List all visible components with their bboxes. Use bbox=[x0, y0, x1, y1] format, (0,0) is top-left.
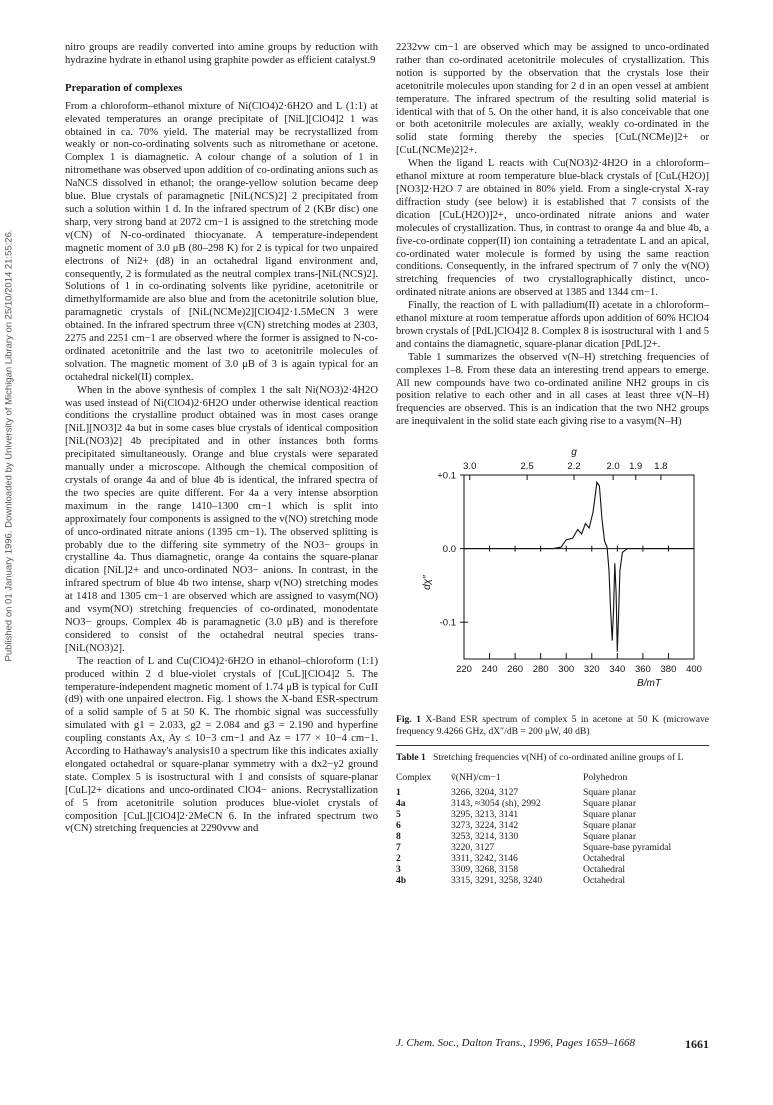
left-column bbox=[65, 42, 378, 836]
table-row bbox=[396, 875, 709, 886]
g-tick-label: 1.9 bbox=[629, 461, 643, 473]
table-cell-complex: 4b bbox=[396, 874, 407, 886]
x-tick-label: 340 bbox=[609, 664, 626, 676]
g-tick-label: 1.8 bbox=[654, 461, 668, 473]
table-cell-polyhedron: Octahedral bbox=[583, 852, 626, 864]
table-row bbox=[396, 798, 709, 809]
table-cell-complex: 8 bbox=[396, 830, 401, 842]
y-tick-label: -0.1 bbox=[439, 617, 456, 629]
table-cell-polyhedron: Square-base pyramidal bbox=[583, 841, 672, 853]
table-cell-complex: 1 bbox=[396, 786, 401, 798]
intro-paragraph: nitro groups are readily converted into amine groups by reduction with hydrazine hydrate in ethanol using graphite powder as efficient catalyst.9 bbox=[65, 42, 378, 66]
table-cell-frequency: 3266, 3204, 3127 bbox=[451, 786, 519, 798]
g-tick-label: 2.5 bbox=[520, 461, 534, 473]
g-tick-label: 2.0 bbox=[606, 461, 620, 473]
table-cell-complex: 7 bbox=[396, 841, 401, 853]
table-cell-complex: 6 bbox=[396, 819, 401, 831]
table-caption bbox=[396, 752, 709, 764]
x-tick-label: 380 bbox=[660, 664, 677, 676]
figure-caption bbox=[396, 714, 709, 737]
table-row bbox=[396, 853, 709, 864]
g-axis-label: g bbox=[571, 447, 577, 459]
section-heading: Preparation of complexes bbox=[65, 81, 183, 94]
table-header-polyhedron: Polyhedron bbox=[583, 771, 628, 783]
table-header-frequency: ṽ(NH)/cm−1 bbox=[451, 771, 501, 783]
x-tick-label: 360 bbox=[634, 664, 651, 676]
table-row bbox=[396, 831, 709, 842]
table-cell-complex: 3 bbox=[396, 863, 401, 875]
x-tick-label: 240 bbox=[481, 664, 498, 676]
table-cell-polyhedron: Square planar bbox=[583, 797, 637, 809]
table-cell-polyhedron: Octahedral bbox=[583, 874, 626, 886]
table-cell-frequency: 3273, 3224, 3142 bbox=[451, 819, 519, 831]
table-cell-frequency: 3311, 3242, 3146 bbox=[451, 852, 518, 864]
paragraph-acetonitrile: 2232vw cm−1 are observed which may be assigned to unco-ordinated rather than co-ordinated acetonitrile molecules of crystallization. This notion is supported by the observation that the crystals lose their acetonitrile molecules upon standing for 2 d in an open vessel at ambient temperature. The infrared spectrum of the resulting solid material is identical with that of 5. On the other hand, it is also conceivable that one or both acetonitrile molecules are axially, weakly co-ordinated in the solid state forming thereby the species [CuL(NCMe)]2+ or [CuL(NCMe)2]2+. bbox=[396, 42, 709, 157]
plot-frame bbox=[464, 475, 694, 659]
x-tick-label: 320 bbox=[583, 664, 600, 676]
y-tick-label: +0.1 bbox=[437, 470, 456, 482]
x-tick-label: 400 bbox=[686, 664, 702, 676]
table-cell-complex: 2 bbox=[396, 852, 401, 864]
table-row bbox=[396, 809, 709, 820]
table-cell-frequency: 3253, 3214, 3130 bbox=[451, 830, 519, 842]
table-row bbox=[396, 842, 709, 853]
table-cell-complex: 5 bbox=[396, 808, 401, 820]
table-caption-text: Stretching frequencies v(NH) of co-ordinated aniline groups of L bbox=[432, 752, 684, 764]
x-tick-label: 260 bbox=[507, 664, 524, 676]
y-tick-label: 0.0 bbox=[442, 544, 456, 556]
paragraph-copper-perchlorate: The reaction of L and Cu(ClO4)2·6H2O in ethanol–chloroform (1:1) produced within 2 d blue-violet crystals of [CuL][ClO4]2 5. The temperature-independent magnetic moment of 1.74 μB is typical for CuII (d9) with one unpaired electron. Fig. 1 shows the X-band ESR-spectrum of a solid sample of 5 at 50 K. The rhombic signal was successfully simulated with g1 = 2.033, g2 = 2.084 and g3 = 2.190 and hyperfine coupling constants Ax, Ay ≤ 10−3 cm−1 and Az = 177 × 10−4 cm−1. According to Hathaway's analysis10 a spectrum like this indicates axially elongated octahedral or square-planar symmetry with a dx2−y2 ground state. Complex 5 is isostructural with 1 and consists of square-planar [CuL]2+ dications and unco-ordinated ClO4− anions. Recrystallization of 5 from acetonitrile solution produces blue-violet crystals of composition [CuL][ClO4]2·2MeCN 6. In the infrared spectrum two v(CN) stretching frequencies at 2290vvw and bbox=[65, 655, 378, 835]
table-cell-frequency: 3315, 3291, 3258, 3240 bbox=[451, 874, 543, 886]
paragraph-copper-nitrate: When the ligand L reacts with Cu(NO3)2·4H2O in a chloroform–ethanol mixture at room temperature blue-black crystals of [CuL(H2O)][NO3]2·H2O 7 are obtained in 80% yield. From a single-crystal X-ray diffraction study (see below) it is established that 7 consists of the dication [CuL(H2O)]2+, unco-ordinated nitrate anions and water molecules of crystallization. Thus, in contrast to orange 4a and blue 4b, a five-co-ordinate copper(II) ion containing a tetradentate L and an apical, co-ordinated water molecule is formed by using the same reaction conditions. Consequently, in the infrared spectrum of 7 only the v(NO) stretching frequencies of two crystallographically distinct, unco-ordinated nitrate anions are observed at 1385 and 1344 cm−1. bbox=[396, 158, 709, 299]
table-header-complex: Complex bbox=[396, 771, 432, 783]
x-tick-label: 300 bbox=[558, 664, 575, 676]
frequency-table bbox=[396, 772, 709, 886]
spectrum-line bbox=[464, 483, 694, 652]
table-cell-frequency: 3143, ≈3054 (sh), 2992 bbox=[451, 797, 541, 809]
figure-esr bbox=[396, 439, 709, 737]
table-body bbox=[396, 787, 709, 886]
y-axis-label: dχ″ bbox=[422, 575, 433, 591]
x-tick-label: 280 bbox=[532, 664, 549, 676]
esr-spectrum-chart bbox=[396, 439, 709, 709]
table-cell-frequency: 3309, 3268, 3158 bbox=[451, 863, 519, 875]
table-header-row bbox=[396, 772, 709, 787]
download-watermark-text: Published on 01 January 1996. Downloaded by University of Michigan Library on 25/10/2014 21:55:26. bbox=[3, 229, 15, 662]
paragraph-nickel-nitrate: When in the above synthesis of complex 1 the salt Ni(NO3)2·4H2O was used instead of Ni(ClO4)2·6H2O under otherwise identical reaction conditions the crystalline product obtained was in most cases orange [NiL][NO3]2 4a but in some cases blue crystals of identical composition [NiL(NO3)2] 4b precipitated and in other instances both forms precipitated simultaneously. Orange and blue crystals were separated manually under a microscope. Although the chemical composition of crystals of orange 4a and of blue 4b is identical, the infrared spectra of the two species are quite different. For 4a a very intense absorption maximum in the range 1410–1300 cm−1 which is split into approximately four components is assigned to the v(NO) stretching mode of unco-ordinated nitrate anions (1395 cm−1). The observed splitting is probably due to the differing site symmetry of the NO3− groups in crystalline 4a. Thus diamagnetic, orange 4a contains the square-planar dication [NiL]2+ and unco-ordinated NO3− anions. In contrast, in the infrared spectrum of blue 4b two intense, sharp v(NO) stretching modes at 1418 and 1305 cm−1 are observed which are assigned to vasym(NO) and vsym(NO) stretching frequencies of co-ordinated, monodentate NO3− groups. Complex 4b is paramagnetic (3.0 μB) and is therefore considered to consist of the octahedral neutral species trans-[NiL(NO3)2]. bbox=[65, 384, 378, 654]
table-cell-frequency: 3295, 3213, 3141 bbox=[451, 808, 519, 820]
table-row bbox=[396, 820, 709, 831]
x-tick-label: 220 bbox=[456, 664, 472, 676]
x-axis-label: B/mT bbox=[637, 678, 661, 690]
table-row bbox=[396, 864, 709, 875]
table-cell-polyhedron: Octahedral bbox=[583, 863, 626, 875]
table-divider bbox=[396, 745, 709, 746]
paragraph-palladium: Finally, the reaction of L with palladium(II) acetate in a chloroform–ethanol mixture at room temperatue affords upon addition of 60% HClO4 brown crystals of [PdL]ClO4]2 8. Complex 8 is isostructural with 1 and 5 and contains the diamagnetic, square-planar dication [PdL]2+. bbox=[396, 300, 709, 350]
figure-caption-text: X-Band ESR spectrum of complex 5 in acetone at 50 K (microwave frequency 9.4266 GHz, dX″/dB = 200 μW, 40 dB) bbox=[396, 714, 710, 737]
paragraph-table-summary: Table 1 summarizes the observed v(N–H) stretching frequencies of complexes 1–8. From these data an interesting trend appears to emerge. All new compounds have two co-ordinated aniline NH2 groups in cis position relative to each other and in all cases at least three v(N–H) frequencies are observed. This is an indication that the two NH2 groups are inequivalent in the solid state each giving rise to a vasym(N–H) bbox=[396, 351, 709, 428]
paragraph-nickel-perchlorate: From a chloroform–ethanol mixture of Ni(ClO4)2·6H2O and L (1:1) at elevated temperatures an orange precipitate of [NiL][ClO4]2 1 was obtained in ca. 70% yield. The material may be recrystallized from weakly or non-co-ordinating solvents such as nitromethane or acetone. Complex 1 is diamagnetic. A colour change of a solution of 1 in nitromethane was observed upon addition of co-ordinating anions such as NaNCS dissolved in ethanol; the orange-yellow solution became deep blue. Blue crystals of paramagnetic [NiL(NCS)2] 2 precipitated from such a solution within 1 d. In the infrared spectrum of 2 (KBr disc) one sharp, very strong band at 2072 cm−1 is assigned to the stretching mode v(CN) of N-co-ordinated thiocyanate. A temperature-independent magnetic moment of 3.0 μB (80–298 K) for 2 is typical for two unpaired electrons of Ni2+ (d8) in an octahedral ligand environment and, consequently, 2 is formulated as the neutral complex trans-[NiL(NCS)2]. Solutions of 1 in co-ordinating solvents like pyridine, acetonitrile or dimethylformamide are also blue and from the acetonitrile solution blue, paramagnetic crystals of [NiL(NCMe)2][ClO4]2·1.5MeCN 3 were obtained. In the infrared spectrum three v(CN) stretching modes at 2303, 2275 and 2251 cm−1 are observed where the former is assigned to N-co-ordinated acetonitrile and the last two to acetonitrile molecules of solvation. The magnetic moment of 3.0 μB of 3 is again typical for an octahedral nickel(II) complex. bbox=[65, 100, 378, 383]
table-cell-frequency: 3220, 3127 bbox=[451, 841, 495, 853]
table-cell-polyhedron: Square planar bbox=[583, 786, 637, 798]
g-tick-label: 2.2 bbox=[567, 461, 581, 473]
download-watermark bbox=[0, 60, 18, 820]
g-tick-label: 3.0 bbox=[463, 461, 477, 473]
journal-citation: J. Chem. Soc., Dalton Trans., 1996, Pages 1659–1668 bbox=[396, 1037, 635, 1049]
figure-caption-label: Fig. 1 bbox=[396, 714, 421, 726]
page-number: 1661 bbox=[685, 1037, 709, 1051]
table-cell-polyhedron: Square planar bbox=[583, 830, 637, 842]
table-cell-complex: 4a bbox=[396, 797, 406, 809]
table-row bbox=[396, 787, 709, 798]
right-column bbox=[396, 42, 709, 886]
table-cell-polyhedron: Square planar bbox=[583, 808, 637, 820]
table-cell-polyhedron: Square planar bbox=[583, 819, 637, 831]
table-label: Table 1 bbox=[396, 752, 426, 764]
